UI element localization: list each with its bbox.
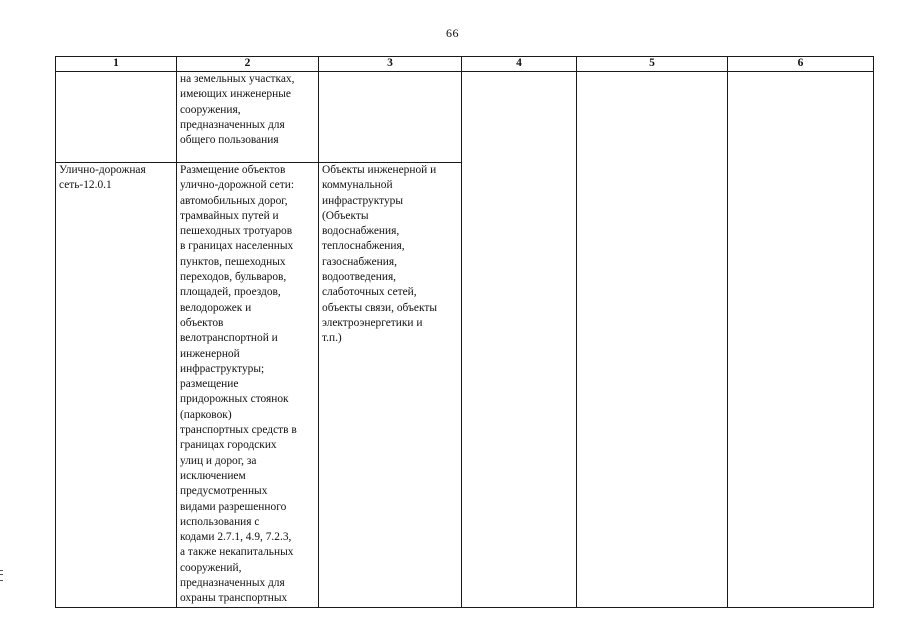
cell-land-use-type [56, 163, 177, 608]
cell-description [177, 72, 319, 163]
land-use-table [55, 56, 874, 608]
cell-auxiliary-uses [319, 72, 462, 163]
page-number: 66 [446, 26, 459, 40]
cell-text: Улично-дорожная сеть-12.0.1 [59, 164, 146, 192]
cell-column-4 [462, 72, 577, 608]
cell-auxiliary-uses [319, 163, 462, 608]
cell-text: на земельных участках, имеющих инженерные сооружения, предназначенных для общего пользования [180, 73, 295, 147]
table-header-row [56, 57, 874, 72]
column-header-4: 4 [462, 57, 577, 72]
column-header-3: 3 [319, 57, 462, 72]
column-header-2: 2 [177, 57, 319, 72]
cell-text: Размещение объектов улично-дорожной сети: автомобильных дорог, трамвайных путей и пешеходных тротуаров в границах населенных пунктов, пешеходных переходов, бульваров, площадей, проездов, велодорожек и объектов велотранспортной и инженерной инфраструктуры; размещение придорожных стоянок (парковок) транспортных средств в границах городских улиц и дорог, за исключением предусмотренных видами разрешенного использования с кодами 2.7.1, 4.9, 7.2.3, а также некапитальных сооружений, предназначенных для охраны транспортных [180, 164, 297, 605]
table-row [56, 72, 874, 163]
cell-column-5 [577, 72, 728, 608]
cell-column-6 [728, 72, 874, 608]
column-header-1: 1 [56, 57, 177, 72]
cell-text: Объекты инженерной и коммунальной инфраструктуры (Объекты водоснабжения, теплоснабжения, газоснабжения, водоотведения, слаботочных сетей, объекты связи, объекты электроэнергетики и т.п.) [322, 164, 437, 345]
cell-land-use-type [56, 72, 177, 163]
cell-description [177, 163, 319, 608]
margin-mark [0, 570, 3, 581]
column-header-5: 5 [577, 57, 728, 72]
column-header-6: 6 [728, 57, 874, 72]
